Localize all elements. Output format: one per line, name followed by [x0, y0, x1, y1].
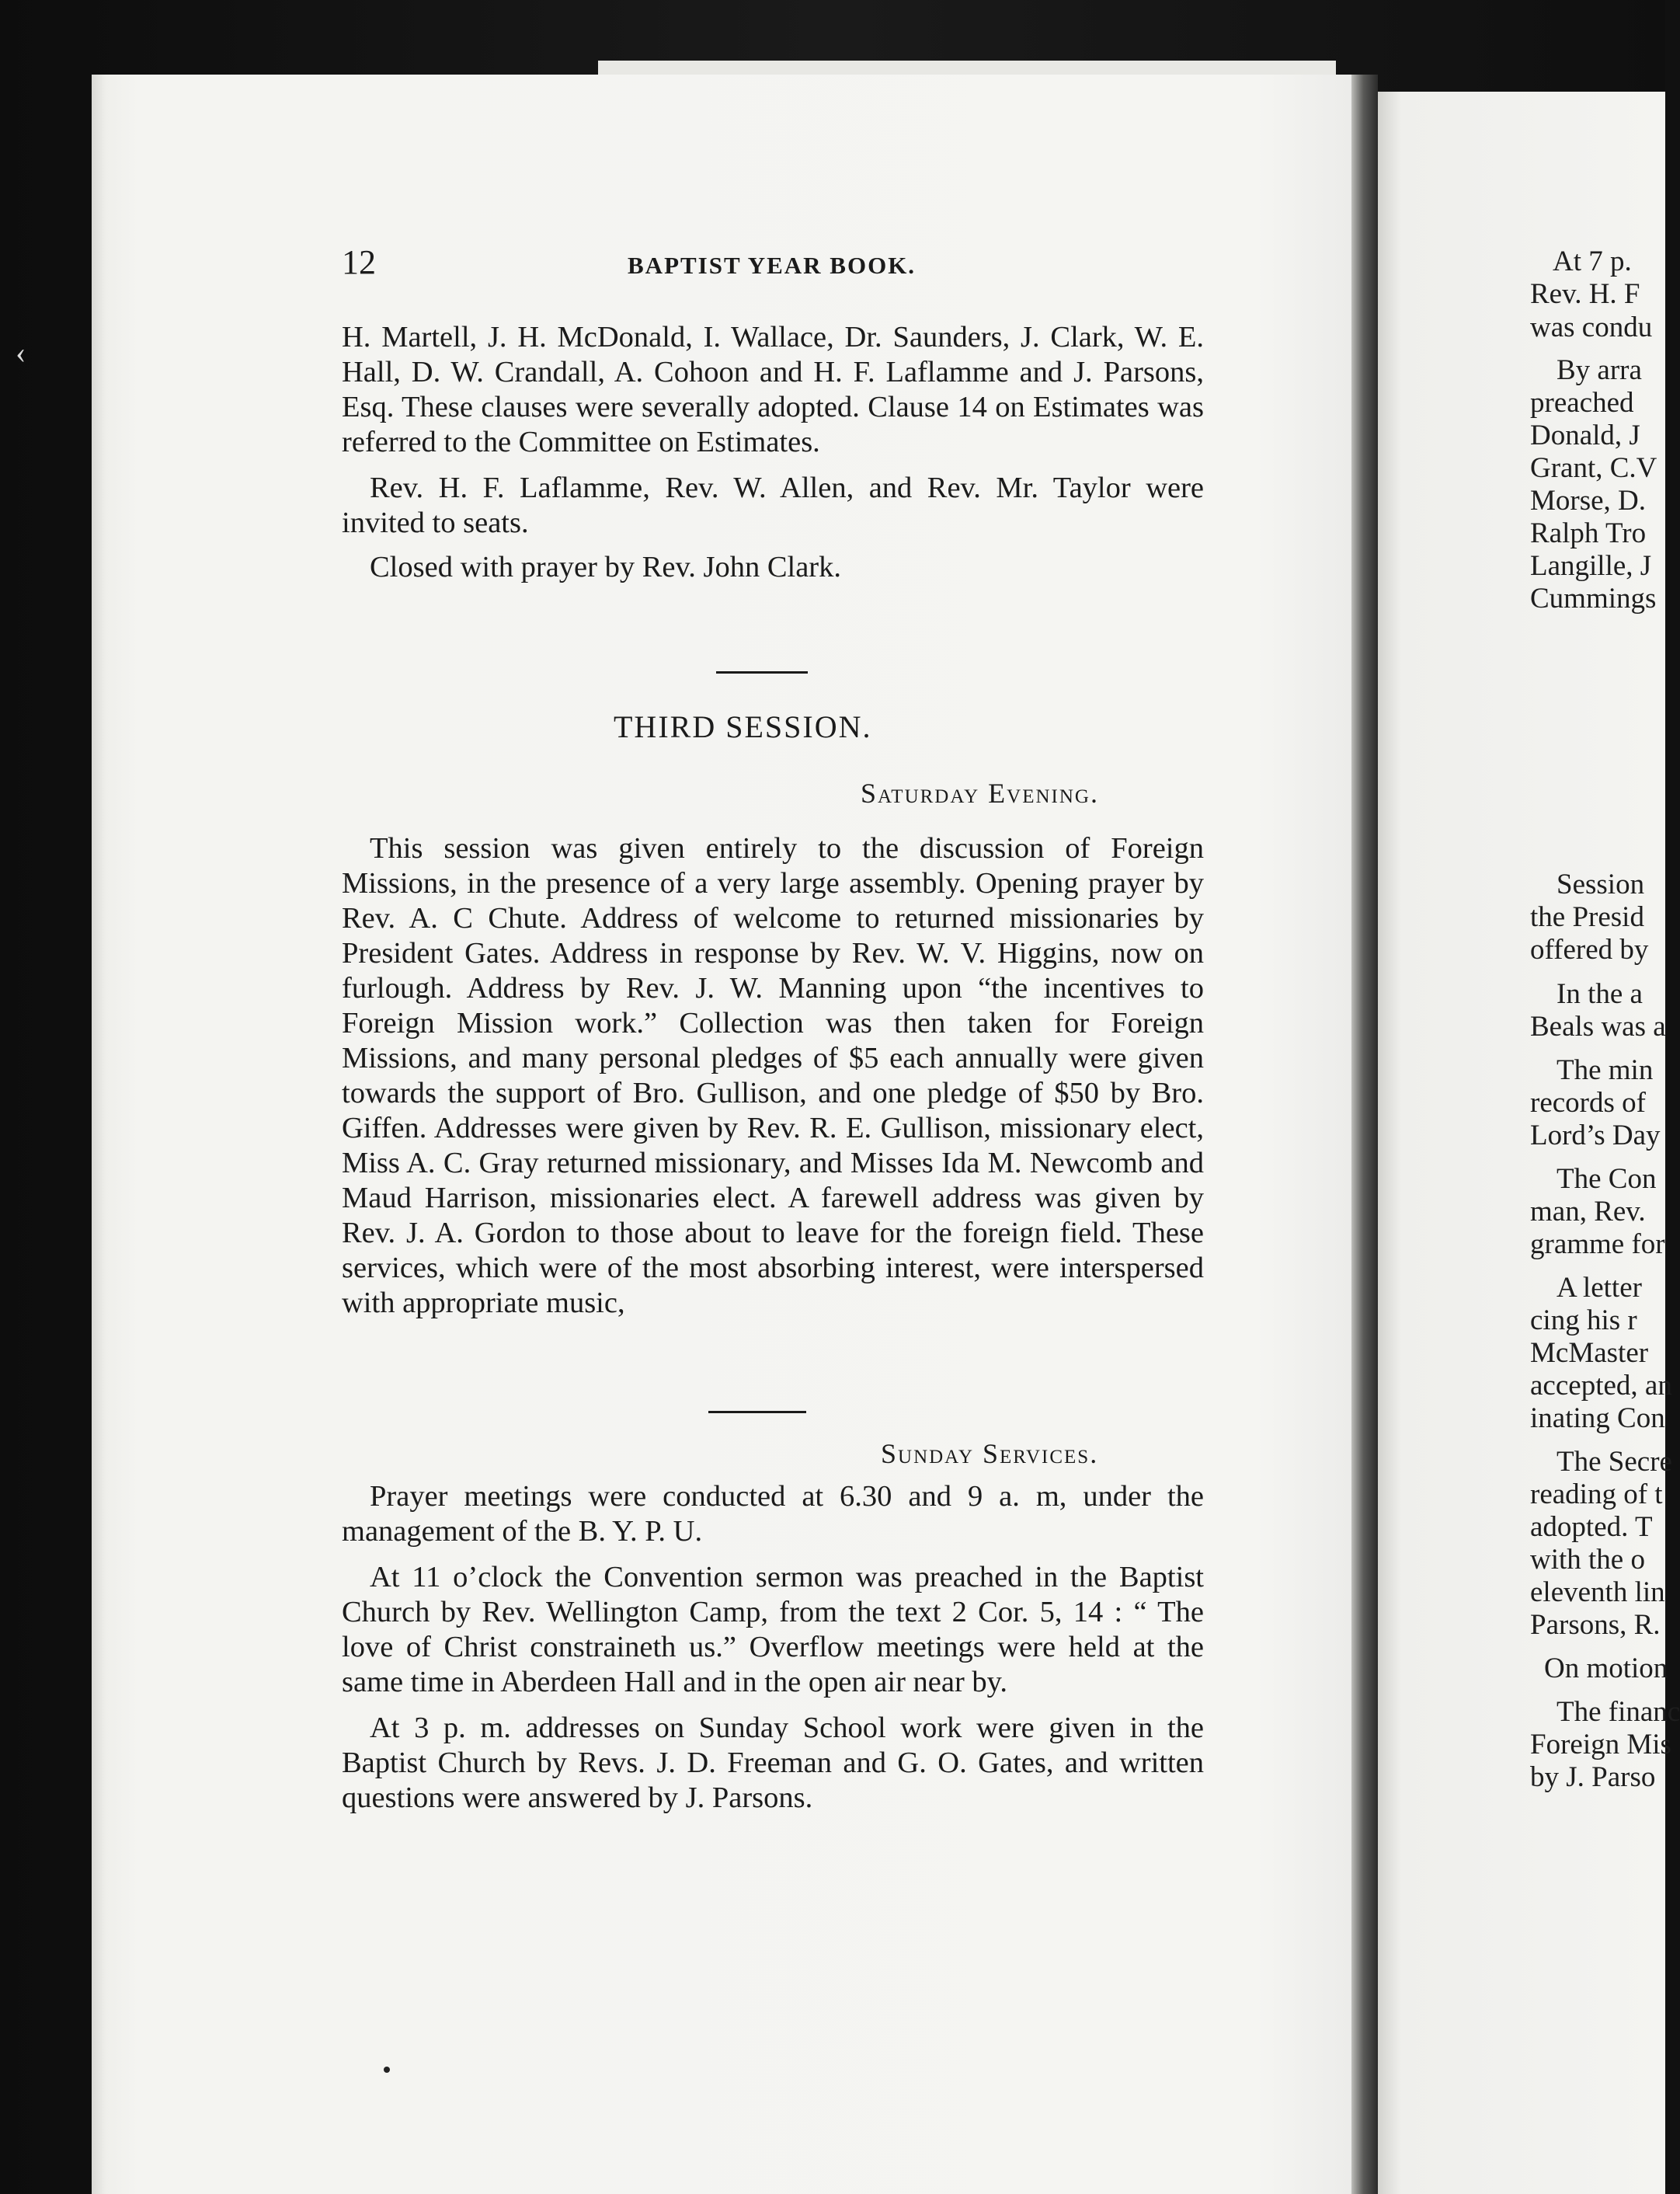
paragraph-convention-sermon: At 11 o’clock the Convention sermon was preached in the Baptist Church by Rev. Wellington Camp, from the text 2 Cor. 5, 14 : “ The love of Christ constraineth us.” Overflow meetings were held at the same time in Aberdeen Hall and in the open air near by.: [342, 1561, 1204, 1698]
right-page-line: The financ: [1557, 1696, 1680, 1728]
right-page-line: inating Con: [1530, 1402, 1665, 1434]
right-page-line: At 7 p.: [1553, 246, 1632, 277]
right-page: [1378, 92, 1680, 2194]
right-page-line: Donald, J: [1530, 420, 1640, 451]
section-divider: [708, 1411, 806, 1413]
right-page-line: On motion: [1544, 1652, 1668, 1684]
right-page-line: Rev. H. F: [1530, 278, 1640, 310]
session-title: THIRD SESSION.: [614, 709, 872, 744]
scan-speck: [384, 2067, 390, 2073]
section-divider: [716, 671, 808, 674]
paragraph-sunday-school: At 3 p. m. addresses on Sunday School work were given in the Baptist Church by Revs. J. D. Freeman and G. O. Gates, and written questions were answered by J. Parsons.: [342, 1712, 1204, 1814]
paragraph-prayer-meetings: Prayer meetings were conducted at 6.30 and 9 a. m, under the management of the B. Y. P. U.: [342, 1480, 1204, 1548]
paragraph-continued: H. Martell, J. H. McDonald, I. Wallace, Dr. Saunders, J. Clark, W. E. Hall, D. W. Crandall, A. Cohoon and H. F. Laflamme and J. Parsons, Esq. These clauses were severally adopted. Clause 14 on Estimates was referred to the Committee on Estimates.: [342, 321, 1204, 458]
right-page-line: records of: [1530, 1087, 1646, 1119]
sunday-heading: Sunday Services.: [881, 1438, 1099, 1469]
right-page-line: cing his r: [1530, 1304, 1637, 1336]
right-page-line: adopted. T: [1530, 1511, 1653, 1543]
right-page-line: offered by: [1530, 934, 1649, 966]
right-page-line: Foreign Mis: [1530, 1729, 1671, 1760]
paragraph-closed: Closed with prayer by Rev. John Clark.: [370, 551, 841, 583]
right-page-line: eleventh lin: [1530, 1576, 1665, 1608]
right-page-line: the Presid: [1530, 901, 1644, 933]
right-page-line: Parsons, R.: [1530, 1609, 1661, 1641]
left-column-saturday: [342, 831, 1204, 1321]
right-page-line: Lord’s Day: [1530, 1120, 1661, 1151]
right-page-line: accepted, an: [1530, 1370, 1672, 1402]
right-page-line: was condu: [1530, 312, 1653, 343]
right-page-line: Langille, J: [1530, 550, 1652, 582]
right-page-line: by J. Parso: [1530, 1761, 1656, 1793]
right-page-line: preached: [1530, 387, 1634, 419]
right-page-line: By arra: [1557, 354, 1642, 386]
right-page-line: The Con: [1557, 1163, 1657, 1195]
left-column-sunday: [342, 1479, 1204, 1816]
paragraph-saturday: This session was given entirely to the discussion of Foreign Missions, in the presence of a very large assembly. Opening prayer by Rev. A. C Chute. Address of welcome to returned missionaries by President Gates. Address in response by Rev. W. V. Higgins, now on furlough. Address by Rev. J. W. Manning upon “the incentives to Foreign Mission work.” Collection was then taken for Foreign Missions, and many personal pledges of $5 each annually were given towards the support of Bro. Gullison, and one pledge of $50 by Bro. Giffen. Addresses were given by Rev. R. E. Gullison, missionary elect, Miss A. C. Gray returned missionary, and Misses Ida M. Newcomb and Maud Harrison, missionaries elect. A farewell address was given by Rev. J. A. Gordon to those about to leave for the foreign field. These services, which were of the most absorbing interest, were interspersed with appropriate music,: [342, 832, 1204, 1319]
right-page-line: The min: [1557, 1054, 1654, 1086]
right-page-line: man, Rev.: [1530, 1196, 1646, 1228]
right-page-line: Morse, D.: [1530, 485, 1647, 517]
saturday-heading: Saturday Evening.: [861, 778, 1099, 809]
page-number: 12: [342, 243, 376, 281]
right-page-line: In the a: [1557, 978, 1643, 1010]
scan-speck: ‹: [16, 335, 26, 370]
book-spine: [1351, 75, 1378, 2194]
right-page-line: Grant, C.V: [1530, 452, 1657, 484]
right-page-line: gramme for: [1530, 1228, 1665, 1260]
paragraph-seats: Rev. H. F. Laflamme, Rev. W. Allen, and Rev. Mr. Taylor were invited to seats.: [342, 472, 1204, 539]
running-title: BAPTIST YEAR BOOK.: [628, 252, 917, 279]
right-page-line: McMaster: [1530, 1337, 1649, 1369]
right-page-line: A letter: [1557, 1272, 1642, 1304]
right-page-line: Beals was a: [1530, 1011, 1666, 1043]
right-page-line: Ralph Tro: [1530, 517, 1647, 549]
right-page-line: Session: [1557, 869, 1645, 900]
right-page-line: with the o: [1530, 1544, 1645, 1576]
right-page-line: The Secre: [1557, 1446, 1672, 1478]
right-page-line: reading of t: [1530, 1478, 1663, 1510]
right-page-line: Cummings: [1530, 583, 1657, 615]
left-column-top: [342, 320, 1204, 585]
